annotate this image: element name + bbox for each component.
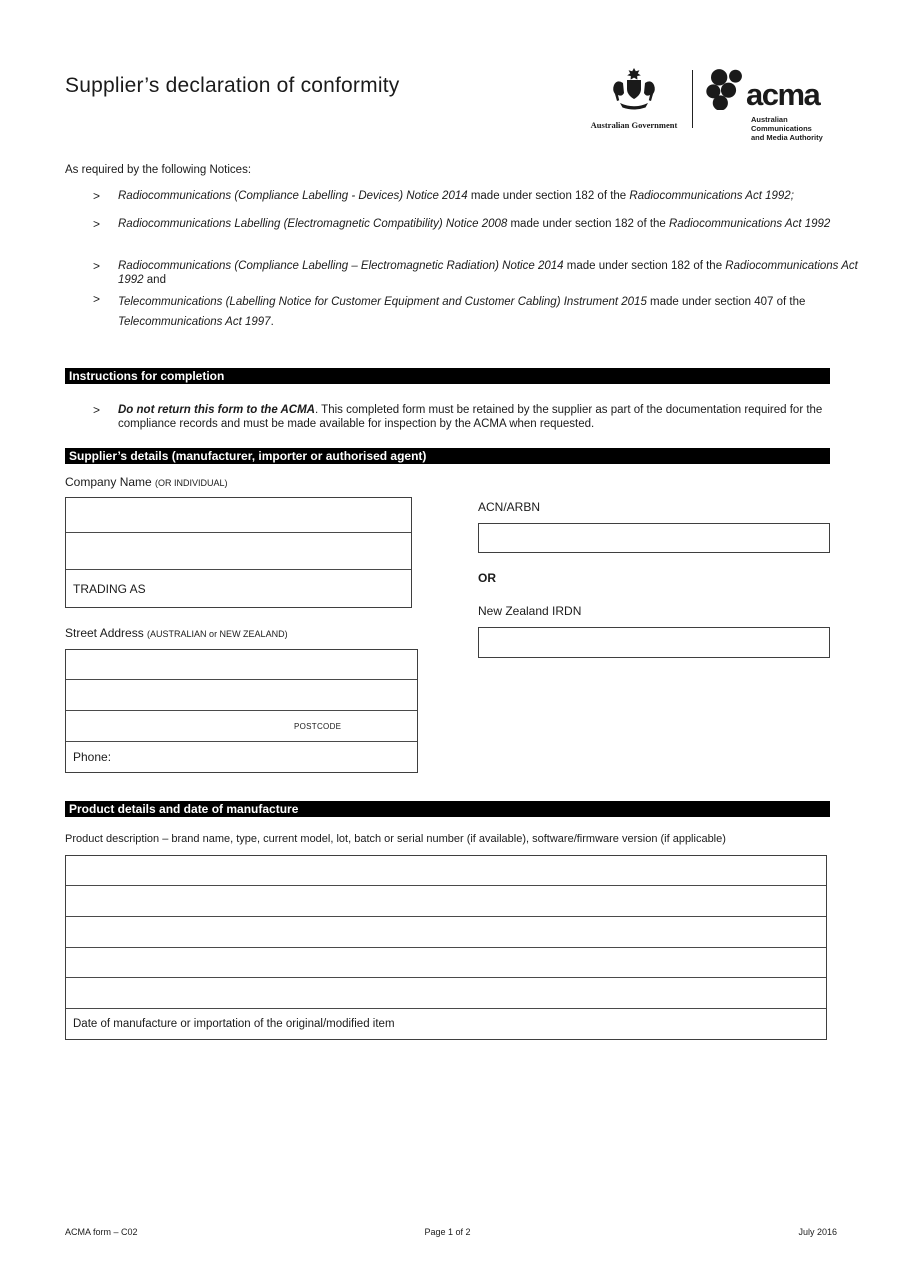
notice-title: Radiocommunications (Compliance Labelling – Electromagnetic Radiation) Notice 2014 [118, 260, 564, 272]
trading-as-label: TRADING AS [73, 581, 146, 596]
notice-title: Radiocommunications Labelling (Electromagnetic Compatibility) Notice 2008 [118, 218, 508, 230]
trading-as-row[interactable] [66, 570, 411, 607]
notice-bullet-icon: > [93, 189, 101, 203]
notice-item [93, 259, 860, 287]
notice-item [93, 292, 860, 332]
instructions-emphasis: Do not return this form to the ACMA [118, 404, 315, 416]
australian-government-logo [588, 68, 680, 130]
acma-wordmark: acma [746, 77, 820, 112]
notice-bullet-icon: > [93, 217, 101, 231]
notice-item [93, 189, 860, 203]
acn-arbn-field[interactable] [478, 523, 830, 553]
product-description-row[interactable] [66, 917, 826, 948]
notice-title: Telecommunications (Labelling Notice for Customer Equipment and Customer Cabling) Instrument 2015 [118, 296, 647, 308]
instructions-note-text [118, 403, 832, 431]
instructions-note [93, 403, 832, 431]
company-name-qualifier: (OR INDIVIDUAL) [155, 478, 228, 488]
street-address-label-text: Street Address [65, 626, 148, 640]
notice-act: Radiocommunications Act 1992 [118, 260, 858, 286]
notice-text [118, 259, 860, 287]
notice-title: Radiocommunications (Compliance Labelling - Devices) Notice 2014 [118, 190, 468, 202]
notice-bullet-icon: > [93, 403, 101, 417]
date-of-manufacture-row[interactable] [66, 1009, 826, 1039]
product-description-label: Product description – brand name, type, current model, lot, batch or serial number (if available), software/firmware version (if applicable) [65, 833, 726, 845]
company-name-row-2[interactable] [66, 533, 411, 570]
postcode-label: POSTCODE [294, 721, 342, 731]
or-label: OR [478, 571, 496, 585]
notice-bullet-icon: > [93, 259, 101, 273]
australian-government-label: Australian Government [590, 120, 678, 130]
phone-label: Phone: [73, 750, 112, 764]
product-description-row[interactable] [66, 856, 826, 886]
intro-text: As required by the following Notices: [65, 164, 252, 176]
acma-flower-icon [705, 68, 745, 110]
notice-bullet-icon: > [93, 292, 101, 306]
product-description-row[interactable] [66, 978, 826, 1009]
acma-subtitle-line: and Media Authority [751, 133, 823, 142]
company-name-label-text: Company Name [65, 475, 156, 489]
company-name-label [65, 475, 228, 489]
street-address-row-1[interactable] [66, 650, 417, 680]
acma-logo [705, 68, 823, 142]
section-header-supplier-details: Supplier’s details (manufacturer, importer or authorised agent) [65, 448, 830, 464]
company-name-row-1[interactable] [66, 498, 411, 533]
product-description-row[interactable] [66, 948, 826, 978]
phone-row[interactable] [66, 742, 417, 772]
notice-suffix: and [143, 274, 166, 286]
street-address-row-2[interactable] [66, 680, 417, 711]
footer-page-number: Page 1 of 2 [424, 1227, 471, 1237]
notice-text [118, 217, 860, 231]
notice-text [118, 292, 860, 332]
company-name-field [65, 497, 412, 608]
date-of-manufacture-label: Date of manufacture or importation of the original/modified item [73, 1018, 395, 1030]
postcode-row[interactable] [66, 711, 417, 742]
notice-text [118, 189, 860, 203]
notice-suffix: . [270, 316, 274, 328]
notice-body: made under section 182 of the [563, 260, 726, 272]
header-logos [588, 68, 823, 142]
notice-act: Radiocommunications Act 1992; [629, 190, 794, 202]
nz-irdn-field[interactable] [478, 627, 830, 658]
product-description-row[interactable] [66, 886, 826, 917]
notice-item [93, 217, 860, 231]
product-description-field [65, 855, 827, 1040]
notice-body: made under section 182 of the [507, 218, 670, 230]
notice-body: made under section 407 of the [646, 296, 806, 308]
nz-irdn-label: New Zealand IRDN [478, 604, 582, 618]
footer-date: July 2016 [798, 1227, 837, 1237]
section-header-product-details: Product details and date of manufacture [65, 801, 830, 817]
australian-coat-of-arms-icon [610, 68, 658, 112]
acn-arbn-label: ACN/ARBN [478, 500, 541, 514]
acma-subtitle-line: Australian [751, 115, 788, 124]
section-header-instructions: Instructions for completion [65, 368, 830, 384]
acma-subtitle [751, 115, 823, 142]
page-title: Supplier’s declaration of conformity [65, 74, 400, 97]
logo-divider [692, 70, 693, 128]
acma-subtitle-line: Communications [751, 124, 812, 133]
footer-form-id: ACMA form – C02 [65, 1227, 138, 1237]
notice-act: Radiocommunications Act 1992 [669, 218, 831, 230]
street-address-qualifier: (AUSTRALIAN or NEW ZEALAND) [147, 629, 288, 639]
street-address-label [65, 626, 288, 640]
notice-body: made under section 182 of the [467, 190, 630, 202]
street-address-field [65, 649, 418, 773]
notice-act: Telecommunications Act 1997 [118, 316, 271, 328]
instructions-body: . This completed form must be retained by the supplier as part of the documentation required for the compliance records and must be made available for inspection by the ACMA when requested. [118, 404, 823, 430]
